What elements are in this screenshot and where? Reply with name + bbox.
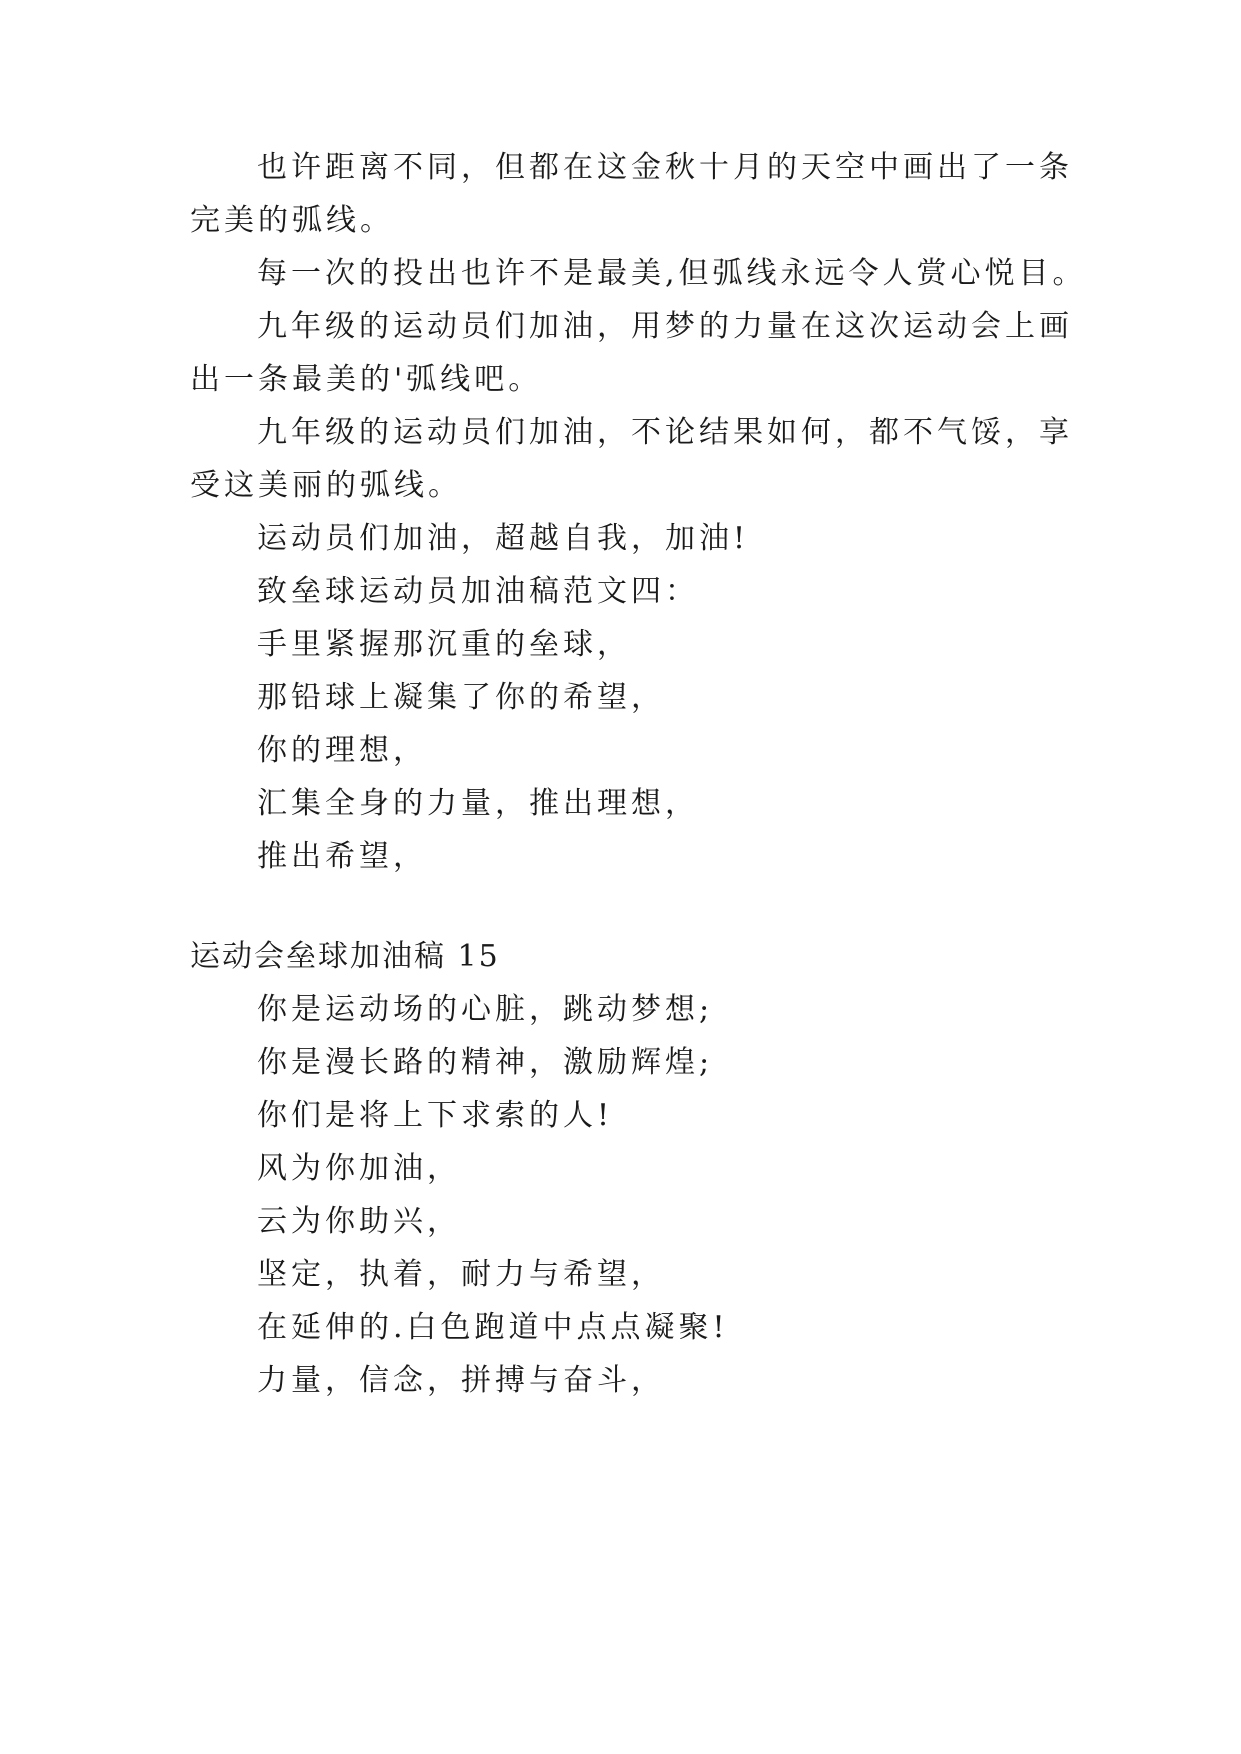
paragraph-line: 运动员们加油，超越自我，加油! [257, 521, 750, 556]
paragraph-line: 推出希望， [257, 839, 427, 874]
paragraph-line: 你是运动场的心脏，跳动梦想; [257, 992, 714, 1027]
paragraph-line: 你们是将上下求索的人! [257, 1098, 614, 1133]
paragraph-line: 致垒球运动员加油稿范文四： [257, 574, 699, 609]
paragraph-line: 在延伸的.白色跑道中点点凝聚! [257, 1310, 729, 1345]
paragraph-line: 汇集全身的力量，推出理想， [257, 786, 699, 821]
paragraph-line: 风为你加油， [257, 1151, 461, 1186]
paragraph-line: 出一条最美的'弧线吧。 [190, 362, 543, 397]
paragraph-line: 坚定，执着，耐力与希望， [257, 1257, 665, 1292]
paragraph-line: 那铅球上凝集了你的希望， [257, 680, 665, 715]
paragraph-line: 受这美丽的弧线。 [190, 468, 462, 503]
paragraph-line: 每一次的投出也许不是最美,但弧线永远令人赏心悦目。 [257, 256, 1087, 291]
paragraph-line: 完美的弧线。 [190, 203, 394, 238]
paragraph-line: 九年级的运动员们加油，不论结果如何，都不气馁，享 [257, 415, 1073, 450]
paragraph-line: 力量，信念，拼搏与奋斗， [257, 1363, 665, 1398]
paragraph-line: 手里紧握那沉重的垒球， [257, 627, 631, 662]
paragraph-line: 也许距离不同，但都在这金秋十月的天空中画出了一条 [257, 150, 1073, 185]
paragraph-line: 九年级的运动员们加油，用梦的力量在这次运动会上画 [257, 309, 1073, 344]
paragraph-line: 云为你助兴， [257, 1204, 461, 1239]
section-heading: 运动会垒球加油稿 15 [190, 939, 500, 974]
paragraph-line: 你是漫长路的精神，激励辉煌; [257, 1045, 714, 1080]
paragraph-line: 你的理想， [257, 733, 427, 768]
